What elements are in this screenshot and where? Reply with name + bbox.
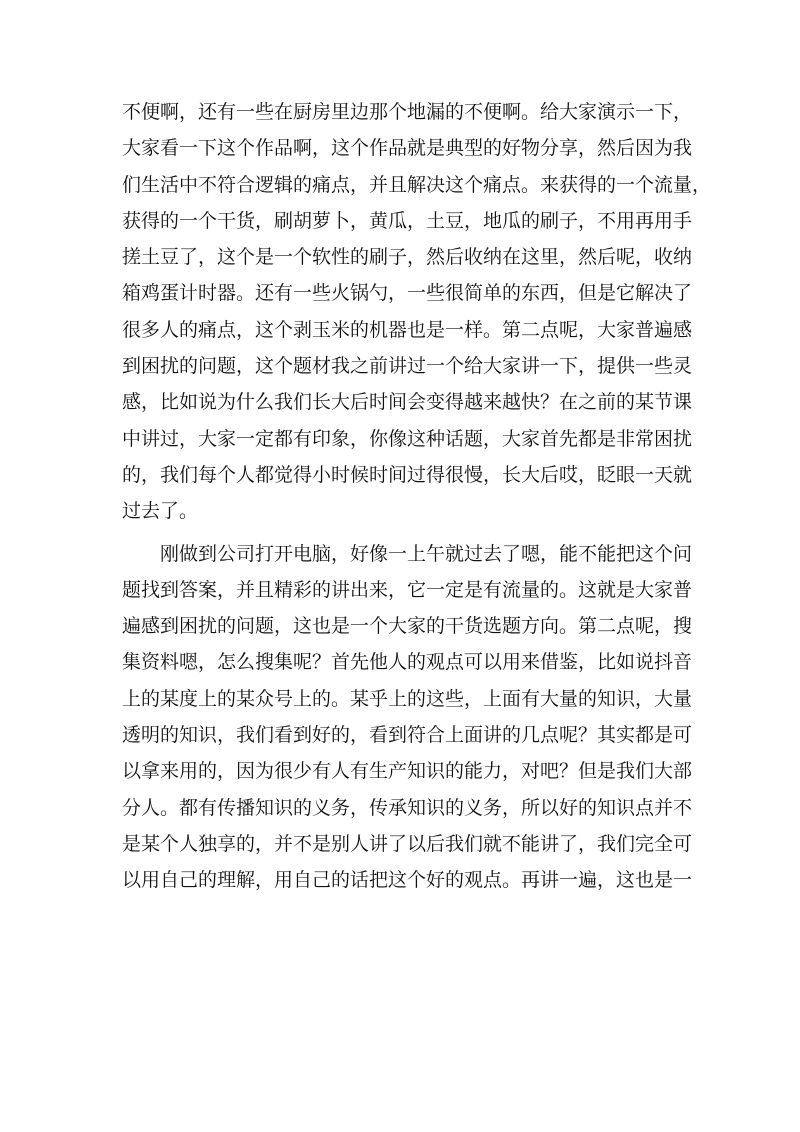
text-line: 是某个人独享的，并不是别人讲了以后我们就不能讲了，我们完全可 bbox=[122, 832, 693, 855]
document-body bbox=[122, 94, 712, 899]
text-line: 透明的知识，我们看到好的，看到符合上面讲的几点呢？其实都是可 bbox=[122, 724, 693, 747]
text-line: 集资料嗯，怎么搜集呢？首先他人的观点可以用来借鉴，比如说抖音 bbox=[122, 651, 693, 674]
text-line: 过去了。 bbox=[122, 500, 199, 523]
text-line: 到困扰的问题，这个题材我之前讲过一个给大家讲一下，提供一些灵 bbox=[122, 355, 693, 378]
text-line: 刚做到公司打开电脑，好像一上午就过去了嗯，能不能把这个问 bbox=[160, 542, 693, 565]
text-line: 们生活中不符合逻辑的痛点，并且解决这个痛点。来获得的一个流量， bbox=[122, 173, 712, 196]
text-line: 箱鸡蛋计时器。还有一些火锅勺，一些很简单的东西，但是它解决了 bbox=[122, 282, 693, 305]
text-line: 大家看一下这个作品啊，这个作品就是典型的好物分享，然后因为我 bbox=[122, 137, 693, 160]
text-line: 以用自己的理解，用自己的话把这个好的观点。再讲一遍，这也是一 bbox=[122, 869, 693, 892]
text-line: 遍感到困扰的问题，这也是一个大家的干货选题方向。第二点呢，搜 bbox=[122, 615, 693, 638]
text-line: 感，比如说为什么我们长大后时间会变得越来越快？在之前的某节课 bbox=[122, 391, 693, 414]
text-line: 获得的一个干货，刷胡萝卜，黄瓜，土豆，地瓜的刷子，不用再用手 bbox=[122, 209, 693, 232]
text-line: 不便啊，还有一些在厨房里边那个地漏的不便啊。给大家演示一下， bbox=[122, 101, 693, 123]
paragraph-1 bbox=[122, 94, 712, 530]
text-line: 很多人的痛点，这个剥玉米的机器也是一样。第二点呢，大家普遍感 bbox=[122, 318, 693, 341]
text-line: 以拿来用的，因为很少有人有生产知识的能力，对吧？但是我们大部 bbox=[122, 760, 693, 783]
text-line: 上的某度上的某众号上的。某乎上的这些，上面有大量的知识，大量 bbox=[122, 687, 693, 710]
text-line: 题找到答案，并且精彩的讲出来，它一定是有流量的。这就是大家普 bbox=[122, 578, 693, 601]
text-line: 搓土豆了，这个是一个软性的刷子，然后收纳在这里，然后呢，收纳 bbox=[122, 246, 693, 269]
paragraph-2 bbox=[122, 536, 693, 899]
text-line: 的，我们每个人都觉得小时候时间过得很慢，长大后哎，眨眼一天就 bbox=[122, 463, 693, 486]
text-line: 分人。都有传播知识的义务，传承知识的义务，所以好的知识点并不 bbox=[122, 796, 693, 819]
text-line: 中讲过，大家一定都有印象，你像这种话题，大家首先都是非常困扰 bbox=[122, 427, 693, 450]
